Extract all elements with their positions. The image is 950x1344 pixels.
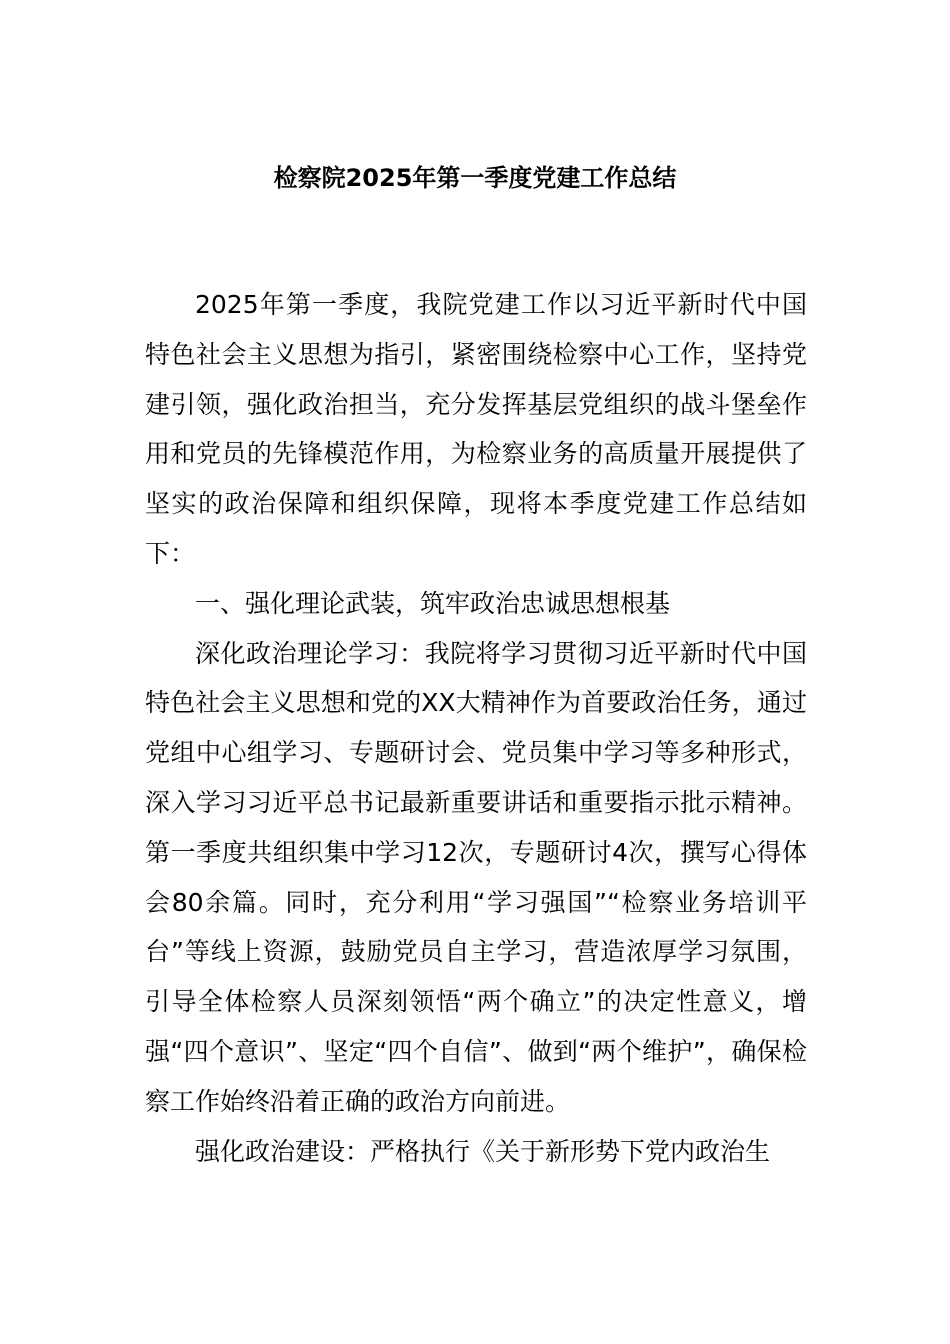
section-heading-1: 一、强化理论武装，筑牢政治忠诚思想根基 [195,588,671,618]
intro-paragraph: 2025年第一季度，我院党建工作以习近平新时代中国特色社会主义思想为指引，紧密围绕检察中心工作，坚持党建引领，强化政治担当，充分发挥基层党组织的战斗堡垒作用和党员的先锋模范作用，为检察业务的高质量开展提供了坚实的政治保障和组织保障，现将本季度党建工作总结如下： [145,290,807,568]
body-paragraph-political-building: 强化政治建设：严格执行《关于新形势下党内政治生 [195,1136,771,1166]
document-body [145,280,807,1176]
body-paragraph-theory-study: 深化政治理论学习：我院将学习贯彻习近平新时代中国特色社会主义思想和党的XX大精神作为首要政治任务，通过党组中心组学习、专题研讨会、党员集中学习等多种形式，深入学习习近平总书记最新重要讲话和重要指示批示精神。第一季度共组织集中学习12次，专题研讨4次，撰写心得体会80余篇。同时，充分利用“学习强国”“检察业务培训平台”等线上资源，鼓励党员自主学习，营造浓厚学习氛围，引导全体检察人员深刻领悟“两个确立”的决定性意义，增强“四个意识”、坚定“四个自信”、做到“两个维护”，确保检察工作始终沿着正确的政治方向前进。 [145,638,807,1116]
document-title: 检察院2025年第一季度党建工作总结 [273,164,677,192]
